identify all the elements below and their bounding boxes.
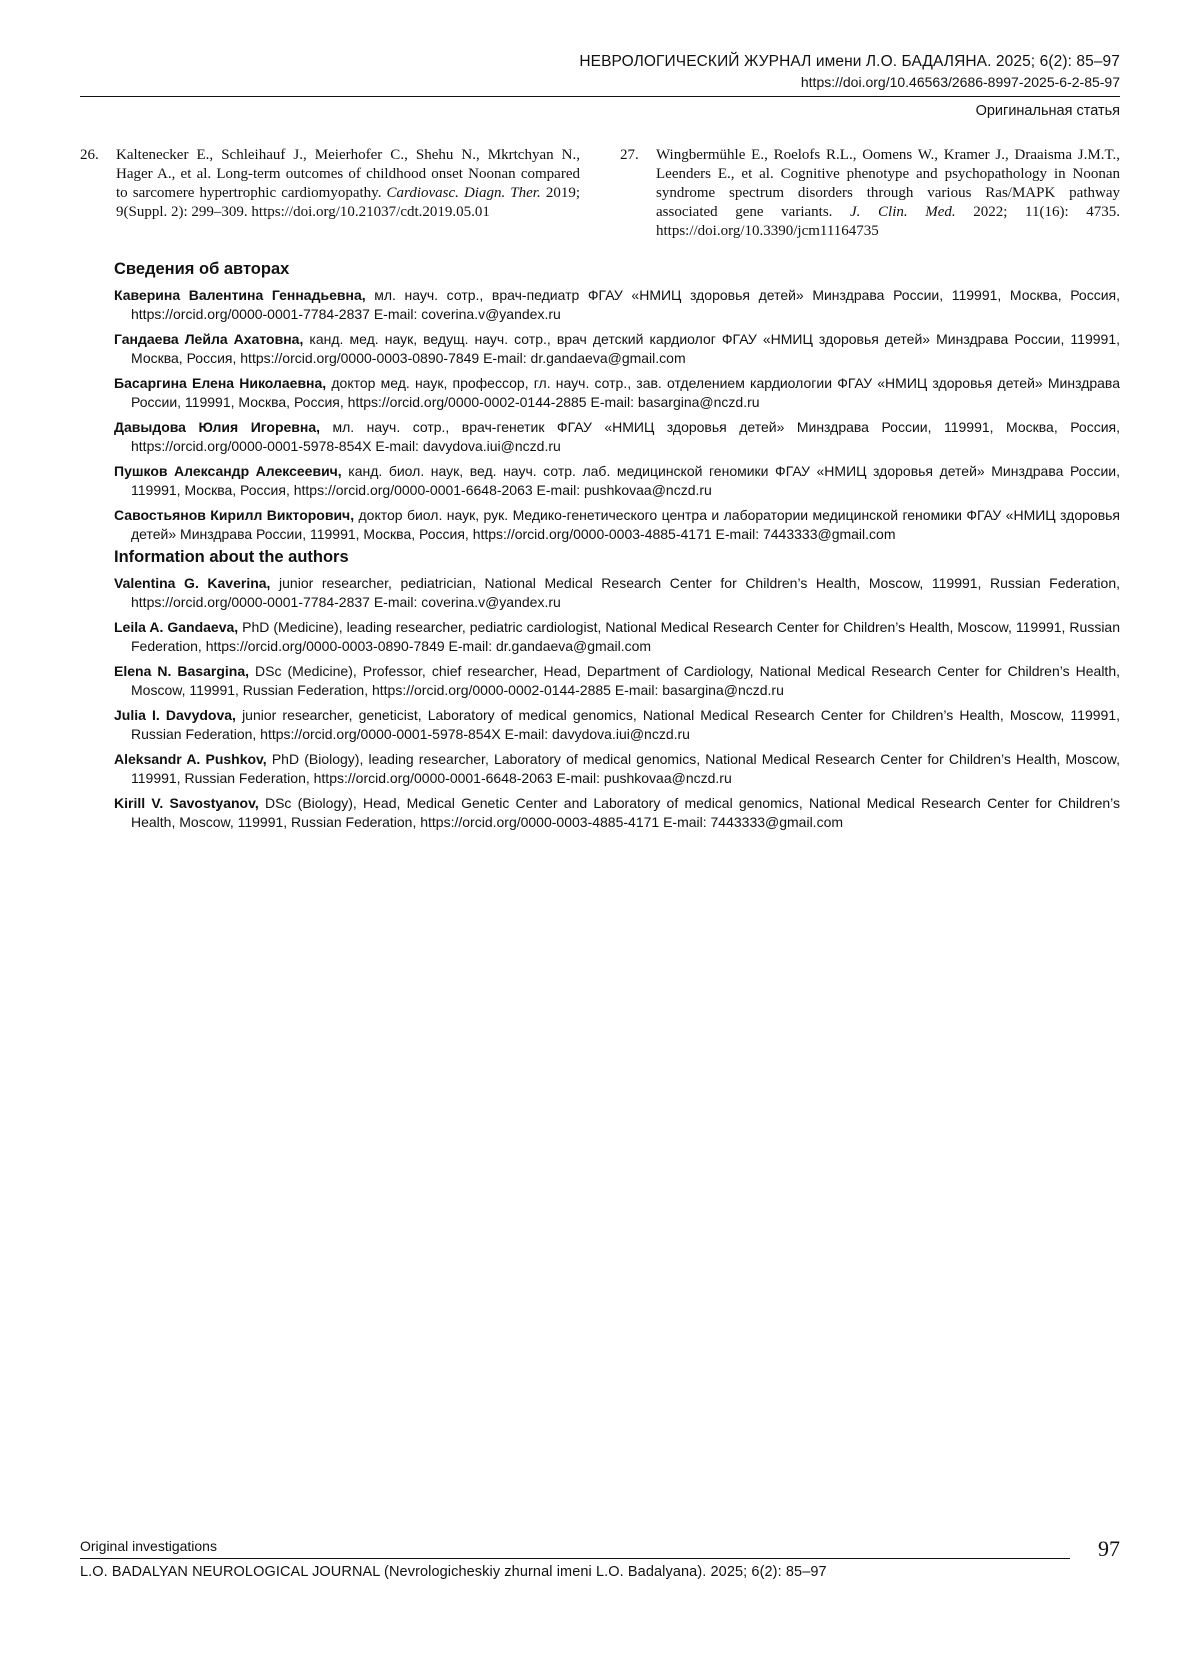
author-name: Leila A. Gandaeva, — [114, 619, 239, 635]
author-name: Каверина Валентина Геннадьевна, — [114, 287, 366, 303]
reference-journal: Cardiovasc. Diagn. Ther. — [386, 185, 541, 201]
author-details: PhD (Biology), leading researcher, Laboratory of medical genomics, National Medical Research Center for Children’s Health, Moscow, 119991, Russian Federation, https://orcid.org/0000-0001-6648-2063 E-mail: pushkovaa@nczd.ru — [131, 751, 1120, 786]
reference-number: 27. — [620, 147, 639, 163]
author-entry — [114, 706, 1120, 744]
page-number: 97 — [1098, 1536, 1120, 1561]
journal-page — [80, 0, 1120, 1656]
authors-ru-section — [114, 258, 1120, 550]
author-name: Elena N. Basargina, — [114, 663, 249, 679]
footer-rule — [80, 1558, 1070, 1559]
author-details: канд. биол. наук, вед. науч. сотр. лаб. медицинской геномики ФГАУ «НМИЦ здоровья детей» Минздрава России, 119991, Москва, Россия, https://orcid.org/0000-0001-6648-2063 E-mail: pushkovaa@nczd.ru — [131, 463, 1120, 498]
author-entry — [114, 374, 1120, 412]
reference-text: Wingbermühle E., Roelofs R.L., Oomens W., Kramer J., Draaisma J.M.T., Leenders E., et al. Cognitive phenotype and psychopathology in Noonan syndrome spectrum disorders through various Ras/MAPK pathway associated gene variants. J. Clin. Med. 2022; 11(16): 4735. https://doi.org/10.3390/jcm11164735 — [656, 147, 1120, 239]
author-name: Гандаева Лейла Ахатовна, — [114, 331, 304, 347]
authors-en-section — [114, 546, 1120, 838]
author-details: мл. науч. сотр., врач-генетик ФГАУ «НМИЦ здоровья детей» Минздрава России, 119991, Москва, Россия, https://orcid.org/0000-0001-5978-854X E-mail: davydova.iui@nczd.ru — [131, 419, 1120, 454]
header-journal-title: НЕВРОЛОГИЧЕСКИЙ ЖУРНАЛ имени Л.О. БАДАЛЯНА. 2025; 6(2): 85–97 — [579, 53, 1120, 70]
author-details: junior researcher, pediatrician, National Medical Research Center for Children’s Health, Moscow, 119991, Russian Federation, https://orcid.org/0000-0001-7784-2837 E-mail: coverina.v@yandex.ru — [131, 575, 1121, 610]
author-details: DSc (Biology), Head, Medical Genetic Center and Laboratory of medical genomics, National Medical Research Center for Children’s Health, Moscow, 119991, Russian Federation, https://orcid.org/0000-0003-4885-4171 E-mail: 7443333@gmail.com — [131, 795, 1120, 830]
author-entry — [114, 662, 1120, 700]
author-details: доктор мед. наук, профессор, гл. науч. сотр., зав. отделением кардиологии ФГАУ «НМИЦ здоровья детей» Минздрава России, 119991, Москва, Россия, https://orcid.org/0000-0002-0144-2885 E-mail: basargina@nczd.ru — [131, 375, 1120, 410]
author-entry — [114, 462, 1120, 500]
author-entry — [114, 574, 1120, 612]
references-list — [80, 146, 1120, 241]
header-doi[interactable]: https://doi.org/10.46563/2686-8997-2025-6-2-85-97 — [800, 74, 1120, 90]
author-name: Давыдова Юлия Игоревна, — [114, 419, 321, 435]
author-name: Пушков Александр Алексеевич, — [114, 463, 342, 479]
author-entry — [114, 506, 1120, 544]
footer-section-label: Original investigations — [80, 1538, 217, 1554]
author-details: мл. науч. сотр., врач-педиатр ФГАУ «НМИЦ здоровья детей» Минздрава России, 119991, Москва, Россия, https://orcid.org/0000-0001-7784-2837 E-mail: coverina.v@yandex.ru — [131, 287, 1120, 322]
authors-en-title: Information about the authors — [114, 548, 349, 566]
author-entry — [114, 418, 1120, 456]
author-name: Савостьянов Кирилл Викторович, — [114, 507, 355, 523]
article-type-label: Оригинальная статья — [975, 103, 1120, 119]
author-entry — [114, 750, 1120, 788]
author-entry — [114, 330, 1120, 368]
reference-item — [620, 146, 1120, 241]
author-details: доктор биол. наук, рук. Медико-генетического центра и лаборатории медицинской геномики ФГАУ «НМИЦ здоровья детей» Минздрава России, 119991, Москва, Россия, https://orcid.org/0000-0003-4885-4171 E-mail: 7443333@gmail.com — [131, 507, 1121, 542]
author-details: DSc (Medicine), Professor, chief researcher, Head, Department of Cardiology, National Medical Research Center for Children’s Health, Moscow, 119991, Russian Federation, https://orcid.org/0000-0002-0144-2885 E-mail: basargina@nczd.ru — [131, 663, 1120, 698]
author-entry — [114, 618, 1120, 656]
author-name: Kirill V. Savostyanov, — [114, 795, 259, 811]
footer-journal-citation: L.O. BADALYAN NEUROLOGICAL JOURNAL (Nevrologicheskiy zhurnal imeni L.O. Badalyana). 2025; 6(2): 85–97 — [80, 1564, 827, 1580]
author-name: Julia I. Davydova, — [114, 707, 236, 723]
reference-number: 26. — [80, 147, 99, 163]
author-details: junior researcher, geneticist, Laboratory of medical genomics, National Medical Research Center for Children’s Health, Moscow, 119991, Russian Federation, https://orcid.org/0000-0001-5978-854X E-mail: davydova.iui@nczd.ru — [131, 707, 1120, 742]
reference-item — [80, 146, 580, 241]
authors-ru-title: Сведения об авторах — [114, 260, 290, 278]
author-name: Valentina G. Kaverina, — [114, 575, 271, 591]
header-rule — [80, 96, 1120, 97]
author-entry — [114, 286, 1120, 324]
author-details: канд. мед. наук, ведущ. науч. сотр., врач детский кардиолог ФГАУ «НМИЦ здоровья детей» Минздрава России, 119991, Москва, Россия, https://orcid.org/0000-0003-0890-7849 E-mail: dr.gandaeva@gmail.com — [131, 331, 1120, 366]
running-header — [80, 52, 1120, 92]
author-name: Басаргина Елена Николаевна, — [114, 375, 327, 391]
reference-journal: J. Clin. Med. — [850, 204, 956, 220]
author-entry — [114, 794, 1120, 832]
reference-text: Kaltenecker E., Schleihauf J., Meierhofer C., Shehu N., Mkrtchyan N., Hager A., et al. Long-term outcomes of childhood onset Noonan compared to sarcomere hypertrophic cardiomyopathy. Cardiovasc. Diagn. Ther. 2019; 9(Suppl. 2): 299–309. https://doi.org/10.21037/cdt.2019.05.01 — [116, 147, 581, 220]
author-details: PhD (Medicine), leading researcher, pediatric cardiologist, National Medical Research Center for Children’s Health, Moscow, 119991, Russian Federation, https://orcid.org/0000-0003-0890-7849 E-mail: dr.gandaeva@gmail.com — [131, 619, 1121, 654]
author-name: Aleksandr A. Pushkov, — [114, 751, 267, 767]
